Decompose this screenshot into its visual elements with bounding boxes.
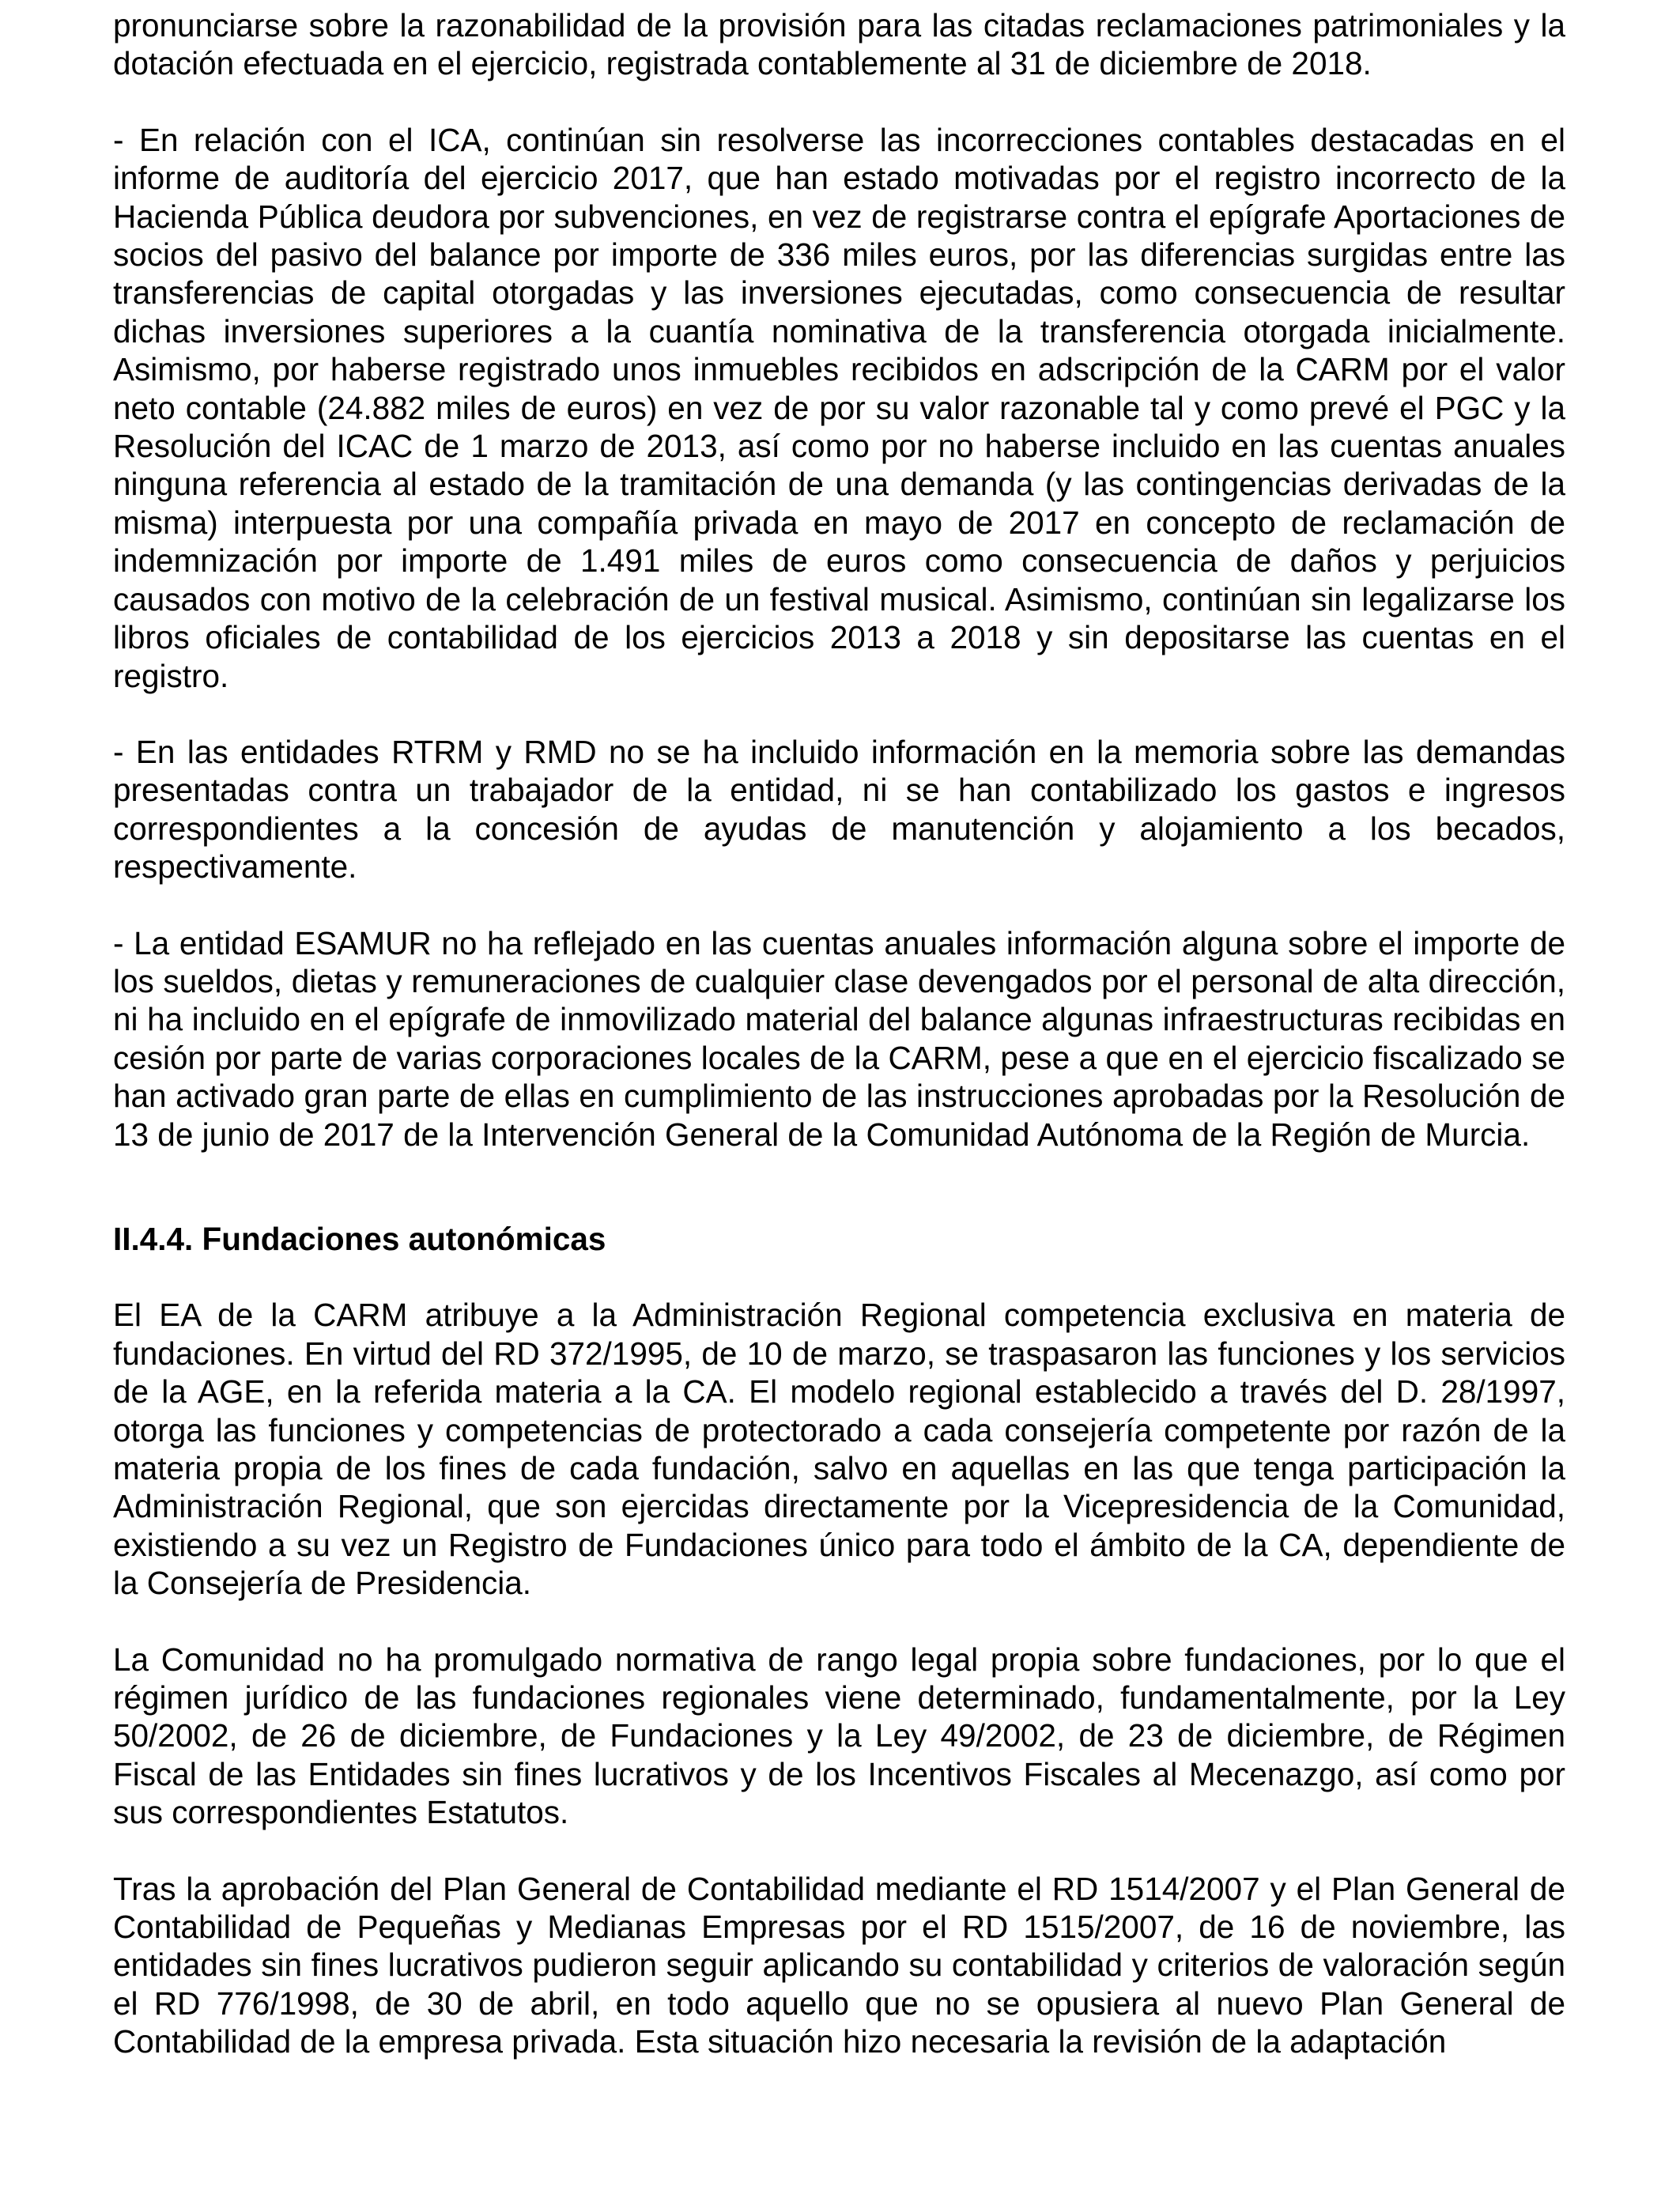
section-heading-wrapper [113,1220,1565,1258]
document-page [113,6,1565,2061]
paragraph-ea-carm: El EA de la CARM atribuye a la Administración Regional competencia exclusiva en materia de fundaciones. En virtud del RD 372/1995, de 10 de marzo, se traspasaron las funciones y los servicios de la AGE, en la referida materia a la CA. El modelo regional establecido a través del D. 28/1997, otorga las funciones y competencias de protectorado a cada consejería competente por razón de la materia propia de los fines de cada fundación, salvo en aquellas en las que tenga participación la Administración Regional, que son ejercidas directamente por la Vicepresidencia de la Comunidad, existiendo a su vez un Registro de Fundaciones único para todo el ámbito de la CA, dependiente de la Consejería de Presidencia. [113,1297,1565,1602]
paragraph-ica: - En relación con el ICA, continúan sin resolverse las incorrecciones contables destacadas en el informe de auditoría del ejercicio 2017, que han estado motivadas por el registro incorrecto de la Hacienda Pública deudora por subvenciones, en vez de registrarse contra el epígrafe Aportaciones de socios del pasivo del balance por importe de 336 miles euros, por las diferencias surgidas entre las transferencias de capital otorgadas y las inversiones ejecutadas, como consecuencia de resultar dichas inversiones superiores a la cuantía nominativa de la transferencia otorgada inicialmente. Asimismo, por haberse registrado unos inmuebles recibidos en adscripción de la CARM por el valor neto contable (24.882 miles de euros) en vez de por su valor razonable tal y como prevé el PGC y la Resolución del ICAC de 1 marzo de 2013, así como por no haberse incluido en las cuentas anuales ninguna referencia al estado de la tramitación de una demanda (y las contingencias derivadas de la misma) interpuesta por una compañía privada en mayo de 2017 en concepto de reclamación de indemnización por importe de 1.491 miles de euros como consecuencia de daños y perjuicios causados con motivo de la celebración de un festival musical. Asimismo, continúan sin legalizarse los libros oficiales de contabilidad de los ejercicios 2013 a 2018 y sin depositarse las cuentas en el registro. [113,121,1565,694]
paragraph-plan-general: Tras la aprobación del Plan General de Contabilidad mediante el RD 1514/2007 y el Plan General de Contabilidad de Pequeñas y Medianas Empresas por el RD 1515/2007, de 16 de noviembre, las entidades sin fines lucrativos pudieron seguir aplicando su contabilidad y criterios de valoración según el RD 776/1998, de 30 de abril, en todo aquello que no se opusiera al nuevo Plan General de Contabilidad de la empresa privada. Esta situación hizo necesaria la revisión de la adaptación [113,1870,1565,2060]
paragraph-rtrm-rmd: - En las entidades RTRM y RMD no se ha incluido información en la memoria sobre las demandas presentadas contra un trabajador de la entidad, ni se han contabilizado los gastos e ingresos correspondientes a la concesión de ayudas de manutención y alojamiento a los becados, respectivamente. [113,733,1565,886]
paragraph-provision-continuation: pronunciarse sobre la razonabilidad de la provisión para las citadas reclamaciones patrimoniales y la dotación efectuada en el ejercicio, registrada contablemente al 31 de diciembre de 2018. [113,7,1565,82]
paragraph-normativa: La Comunidad no ha promulgado normativa de rango legal propia sobre fundaciones, por lo que el régimen jurídico de las fundaciones regionales viene determinado, fundamentalmente, por la Ley 50/2002, de 26 de diciembre, de Fundaciones y la Ley 49/2002, de 23 de diciembre, de Régimen Fiscal de las Entidades sin fines lucrativos y de los Incentivos Fiscales al Mecenazgo, así como por sus correspondientes Estatutos. [113,1641,1565,1831]
section-heading: II.4.4. Fundaciones autonómicas [113,1220,606,1257]
paragraph-esamur: - La entidad ESAMUR no ha reflejado en las cuentas anuales información alguna sobre el importe de los sueldos, dietas y remuneraciones de cualquier clase devengados por el personal de alta dirección, ni ha incluido en el epígrafe de inmovilizado material del balance algunas infraestructuras recibidas en cesión por parte de varias corporaciones locales de la CARM, pese a que en el ejercicio fiscalizado se han activado gran parte de ellas en cumplimiento de las instrucciones aprobadas por la Resolución de 13 de junio de 2017 de la Intervención General de la Comunidad Autónoma de la Región de Murcia. [113,924,1565,1153]
